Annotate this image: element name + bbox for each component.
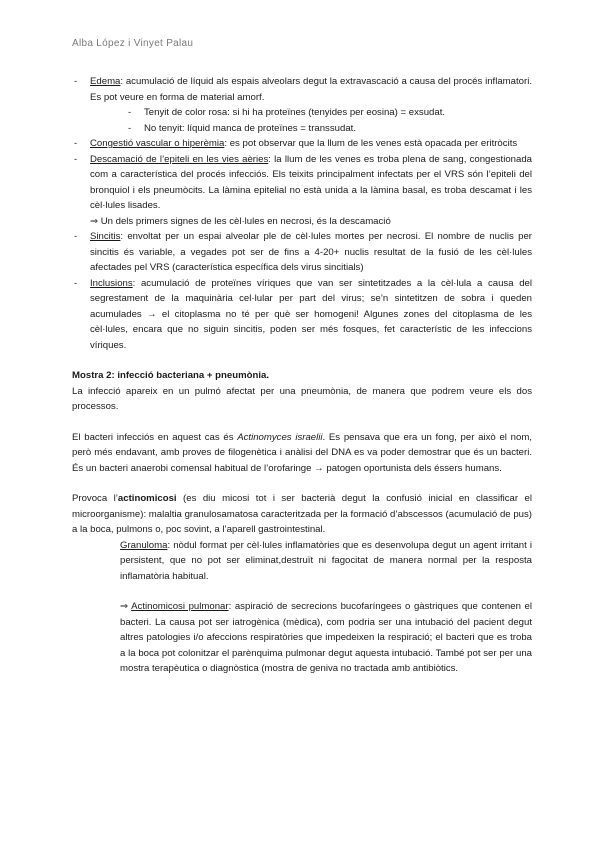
bacteri-text-1: El bacteri infecciós en aquest cas és — [72, 431, 238, 443]
text-inclusions: : acumulació de proteïnes víriques que van ser sintetitzades a la cèl·lula a causa del segrestament de la maquinària cel·lular per part del virus; se’n sintetitzen de sobra i queden acumulades → el citoplasma no té per què ser homogeni! Algunes zones del citoplasma de les cèl·lules, encara que no siguin sincitis, poden ser més fosques, fet característic de les infeccions víriques. — [90, 277, 532, 351]
bullet-dash: - — [74, 277, 78, 289]
bullet-dash: - — [74, 76, 78, 87]
provoca-text-1: Provoca l’ — [72, 493, 118, 504]
bullet-dash: - — [74, 153, 78, 165]
paragraph-granuloma — [72, 538, 532, 585]
section-title-mostra2: Mostra 2: infecció bacteriana + pneumònia. — [72, 370, 269, 381]
list-item-descamacio — [72, 152, 532, 214]
paragraph-intro: La infecció apareix en un pulmó afectat per una pneumònia, de manera que podrem veure els dos processos. — [72, 385, 532, 412]
note-descamacio: ⇒ Un dels primers signes de les cèl·lules en necrosi, és la descamació — [90, 215, 391, 227]
arrow-symbol: ⇒ — [120, 601, 132, 612]
sub-item-transsudat — [72, 121, 532, 137]
bacteri-text-2: . Es pensava que era un fong, per això el nom, però més endavant, amb proves de filogenètica i anàlisi del DNA es va poder demostrar que és un bacteri. És un bacteri anaerobi comensal habitual de l’orofaringe → patogen oportunista dels éssers humans. — [72, 431, 532, 474]
term-actinomicosi: actinomicosi — [117, 493, 177, 504]
paragraph-actinomicosi — [72, 491, 532, 538]
provoca-text-2: (es diu micosi tot i ser bacterià degut la confusió inicial en classificar el microorganisme): malaltia granulosamatosa caracteritzada per la formació d’abscessos (acumulació de pus) a la boca, pulmons o, poc sovint, a l’aparell gastrointestinal. — [72, 493, 533, 535]
list-item-inclusions — [72, 276, 532, 354]
text-congestio: : es pot observar que la llum de les venes està opacada per eritròcits — [224, 138, 518, 149]
term-actinomicosi-pulmonar: Actinomicosi pulmonar — [131, 601, 229, 612]
page-header-author: Alba López i Vinyet Palau — [72, 38, 194, 49]
text-edema: : acumulació de líquid als espais alveolars degut la extravascació a causa del procés inflamatori. Es pot veure en forma de material amorf. — [90, 76, 532, 103]
paragraph-actinomicosi-pulmonar — [72, 599, 532, 677]
text-actinomicosi-pulmonar: : aspiració de secrecions bucofaríngees o gàstriques que contenen el bacteri. La causa pot ser iatrogènica (mèdica), com podria ser una intubació del pacient degut altres patologies i/o afeccions respiratòries que impedeixen la respiració; el bacteri que es troba a la boca pot colonitzar el parènquima pulmonar degut aquesta intubació. També pot ser per una mostra terapèutica o diagnòstica (mostra de geniva no tractada amb antibiòtics. — [120, 601, 532, 674]
list-item-congestio — [72, 136, 532, 152]
text-granuloma: : nòdul format per cèl·lules inflamatòries que es desenvolupa degut un agent irritant i persistent, que no pot ser eliminat,destruït ni fagocitat de manera normal per la resposta inflamatòria habitual. — [120, 539, 532, 582]
bullet-dash: - — [128, 122, 132, 134]
sub-text-transsudat: No tenyit: líquid manca de proteïnes = transsudat. — [144, 122, 356, 134]
sub-item-exsudat — [72, 105, 532, 121]
bullet-dash: - — [74, 231, 78, 242]
term-congestio: Congestió vascular o hiperèmia — [90, 138, 225, 149]
paragraph-bacteri — [72, 430, 532, 477]
term-descamacio: Descamació de l’epiteli en les vies aèries — [90, 153, 269, 165]
bullet-dash: - — [128, 107, 132, 118]
text-descamacio: : la llum de les venes es troba plena de sang, congestionada com a característica del procés infecciós. Els teixits principalment infectats per el VRS són l’epiteli del bronquiol i els pneumòcits. La làmina epitelial no està unida a la làmina basal, es troba descamat i les cèl·lules lisades. — [90, 153, 533, 211]
term-inclusions: Inclusions — [90, 277, 133, 289]
sub-text-exsudat: Tenyit de color rosa: si hi ha proteïnes (tenyides per eosina) = exsudat. — [144, 107, 446, 118]
list-item-sincitis — [72, 229, 532, 276]
term-granuloma: Granuloma — [120, 539, 168, 551]
species-name: Actinomyces israelii — [237, 431, 323, 443]
term-edema: Edema — [90, 76, 121, 87]
list-item-edema — [72, 74, 532, 105]
term-sincitis: Sincitis — [90, 231, 121, 242]
document-body — [72, 74, 532, 677]
bullet-dash: - — [74, 138, 78, 149]
text-sincitis: : envoltat per un espai alveolar ple de cèl·lules mortes per necrosi. El nombre de nuclis per sincitis és variable, a vegades pot ser de fins a 4-20+ nuclis resultat de la fusió de les cèl·lules afectades pel VRS (característica específica dels virus sincitials) — [90, 231, 532, 273]
